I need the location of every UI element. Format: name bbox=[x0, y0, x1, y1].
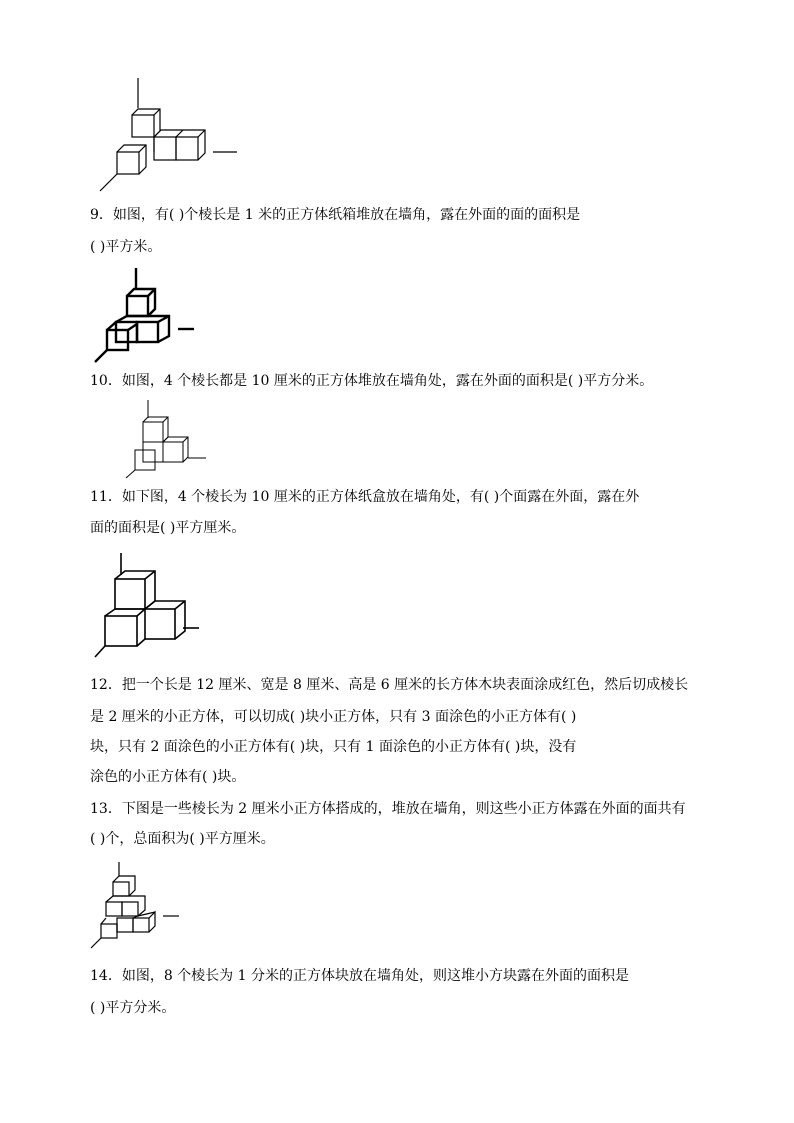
question-9-line-1: 9．如图，有( )个棱长是 1 米的正方体纸箱堆放在墙角，露在外面的面的面积是 bbox=[90, 207, 581, 223]
question-9-line-2: ( )平方米。 bbox=[90, 239, 162, 255]
question-10-line-1: 10．如图，4 个棱长都是 10 厘米的正方体堆放在墙角处，露在外面的面积是( )平方分米。 bbox=[90, 373, 654, 389]
question-12-line-3: 块，只有 2 面涂色的小正方体有( )块，只有 1 面涂色的小正方体有( )块，没有 bbox=[90, 739, 577, 755]
q11-large-cube-figure bbox=[95, 553, 203, 659]
question-13-line-1: 13．下图是一些棱长为 2 厘米小正方体搭成的，堆放在墙角，则这些小正方体露在外面的面共有 bbox=[90, 801, 686, 817]
question-12-line-4: 涂色的小正方体有( )块。 bbox=[90, 769, 246, 785]
question-11-line-2: 面的面积是( )平方厘米。 bbox=[90, 520, 246, 536]
question-14-line-1: 14．如图，8 个棱长为 1 分米的正方体块放在墙角处，则这堆小方块露在外面的面积是 bbox=[90, 968, 629, 984]
question-12-line-1: 12．把一个长是 12 厘米、宽是 8 厘米、高是 6 厘米的长方体木块表面涂成红色，然后切成棱长 bbox=[90, 677, 689, 693]
q13-cube-figure bbox=[91, 862, 183, 950]
q11-small-cube-figure bbox=[126, 400, 210, 480]
question-12-line-2: 是 2 厘米的小正方体，可以切成( )块小正方体，只有 3 面涂色的小正方体有( ) bbox=[90, 709, 577, 725]
q10-cube-figure bbox=[95, 268, 205, 364]
question-11-line-1: 11．如下图，4 个棱长为 10 厘米的正方体纸盒放在墙角处，有( )个面露在外面，露在外 bbox=[90, 489, 640, 505]
q9-cube-figure bbox=[95, 78, 245, 196]
question-14-line-2: ( )平方分米。 bbox=[90, 1000, 176, 1016]
question-13-line-2: ( )个，总面积为( )平方厘米。 bbox=[90, 831, 275, 847]
